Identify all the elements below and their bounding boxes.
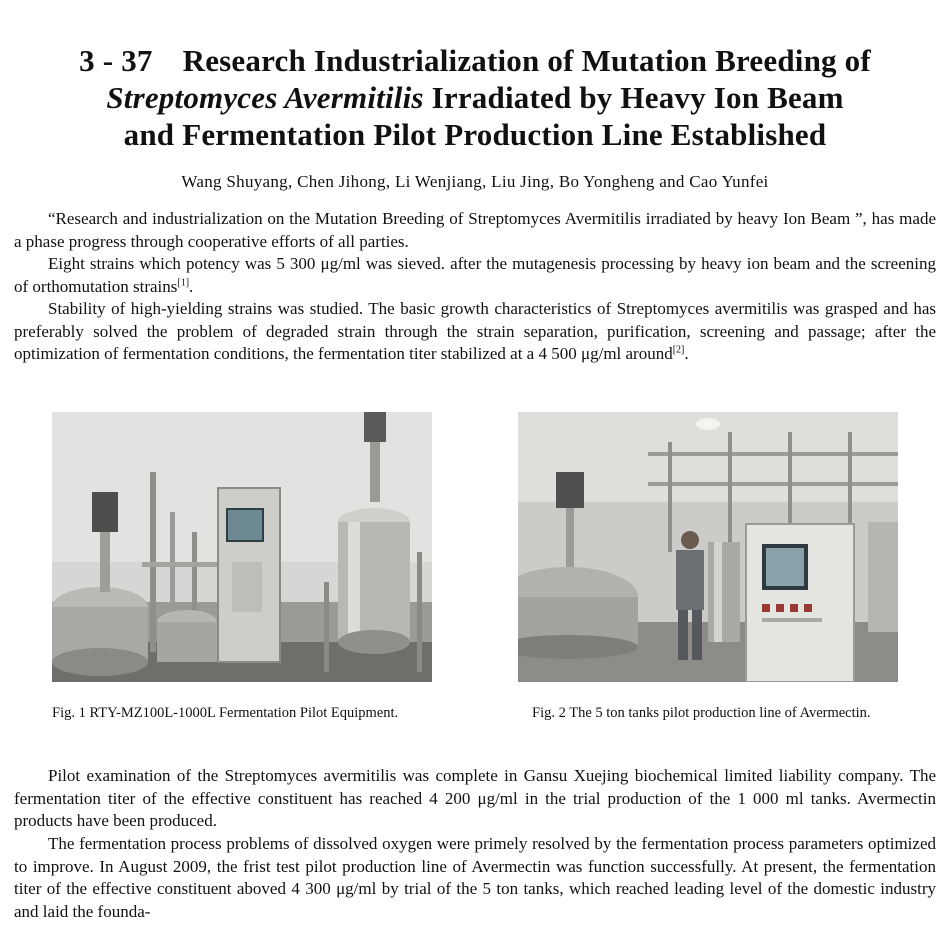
title-text-1: Research Industrialization of Mutation Breeding of [182, 43, 871, 78]
paragraph-2-end: . [189, 276, 194, 296]
paragraph-2 [14, 253, 936, 298]
figure-2-caption: Fig. 2 The 5 ton tanks pilot production line of Avermectin. [532, 705, 871, 721]
figure-1-photo [52, 412, 432, 682]
paragraph-3 [14, 298, 936, 366]
title-text-2: Irradiated by Heavy Ion Beam [423, 80, 844, 115]
citation-2: [2] [672, 344, 685, 356]
article-number: 3 - 37 [79, 43, 153, 78]
paragraph-3-text: Stability of high-yielding strains was studied. The basic growth characteristics of Streptomyces avermitilis was grasped and has preferably solved the problem of degraded strain through the strain separation, purification, screening and passage; after the optimization of fermentation conditions, the fermentation titer stabilized at a 4 500 μg/ml around [14, 299, 936, 364]
paragraph-5: The fermentation process problems of dissolved oxygen were primely resolved by the fermentation process parameters optimized to improve. In August 2009, the frist test pilot production line of Avermectin was function successfully. At present, the fermentation titer of the effective constituent aboved 4 300 μg/ml by trial of the 5 ton tanks, which reached leading level of the domestic industry and laid the founda- [14, 834, 936, 921]
title-line-3: and Fermentation Pilot Production Line Established [123, 117, 827, 152]
paragraph-4: Pilot examination of the Streptomyces avermitilis was complete in Gansu Xuejing biochemical limited liability company. The fermentation titer of the effective constituent has reached 4 200 μg/ml in the trial production of the 1 000 ml tanks. Avermectin products have been produced. [14, 766, 936, 831]
paragraph-1: “Research and industrialization on the Mutation Breeding of Streptomyces Avermitilis irradiated by heavy Ion Beam ”, has made a phase progress through cooperative efforts of all parties. [14, 209, 936, 251]
title-line-1 [0, 42, 950, 79]
paragraph-3-end: . [684, 344, 689, 364]
paragraph-2-text: Eight strains which potency was 5 300 μg/ml was sieved. after the mutagenesis processing by heavy ion beam and the screening of orthomutation strains [14, 254, 936, 296]
author-list: Wang Shuyang, Chen Jihong, Li Wenjiang, Liu Jing, Bo Yongheng and Cao Yunfei [181, 172, 769, 191]
article-title [0, 42, 950, 153]
figure-1-caption: Fig. 1 RTY-MZ100L-1000L Fermentation Pilot Equipment. [52, 705, 399, 721]
title-line-2 [0, 79, 950, 116]
title-species: Streptomyces Avermitilis [106, 80, 424, 115]
citation-1: [1] [177, 276, 190, 288]
figure-2-photo [518, 412, 898, 682]
